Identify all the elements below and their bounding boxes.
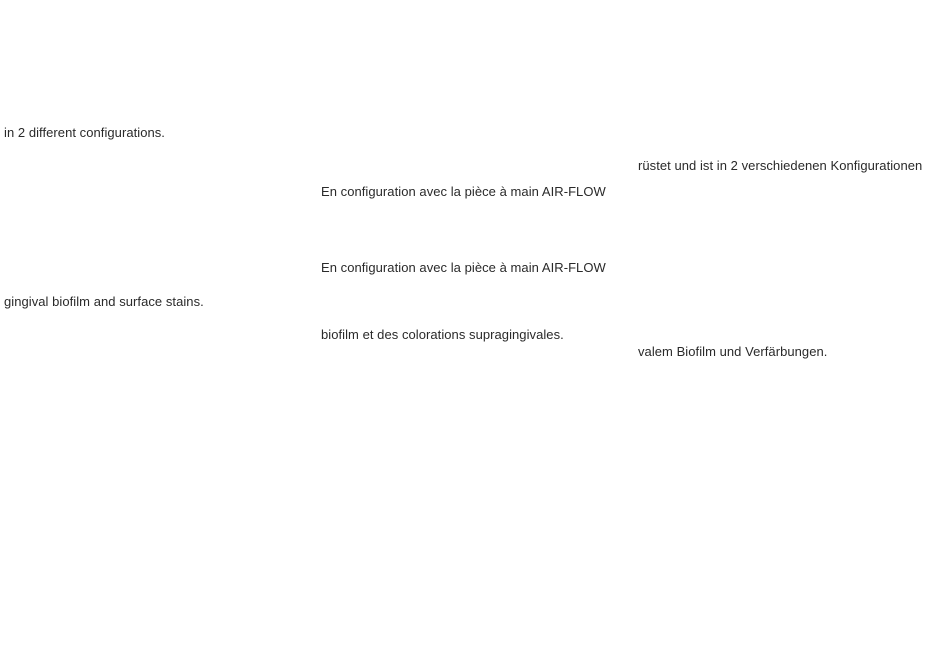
french-text-line: En configuration avec la pièce à main AIR-FLOW: [321, 184, 606, 199]
german-text-line: rüstet und ist in 2 verschiedenen Konfigurationen: [638, 158, 923, 173]
french-text-column: [321, 0, 621, 657]
german-text-column: [638, 0, 943, 657]
english-text-column: [4, 0, 304, 657]
french-text-line: biofilm et des colorations supragingivales.: [321, 327, 564, 342]
french-text-line: En configuration avec la pièce à main AIR-FLOW: [321, 260, 606, 275]
german-text-line: valem Biofilm und Verfärbungen.: [638, 344, 828, 359]
english-text-line: in 2 different configurations.: [4, 125, 165, 140]
english-text-line: gingival biofilm and surface stains.: [4, 294, 204, 309]
